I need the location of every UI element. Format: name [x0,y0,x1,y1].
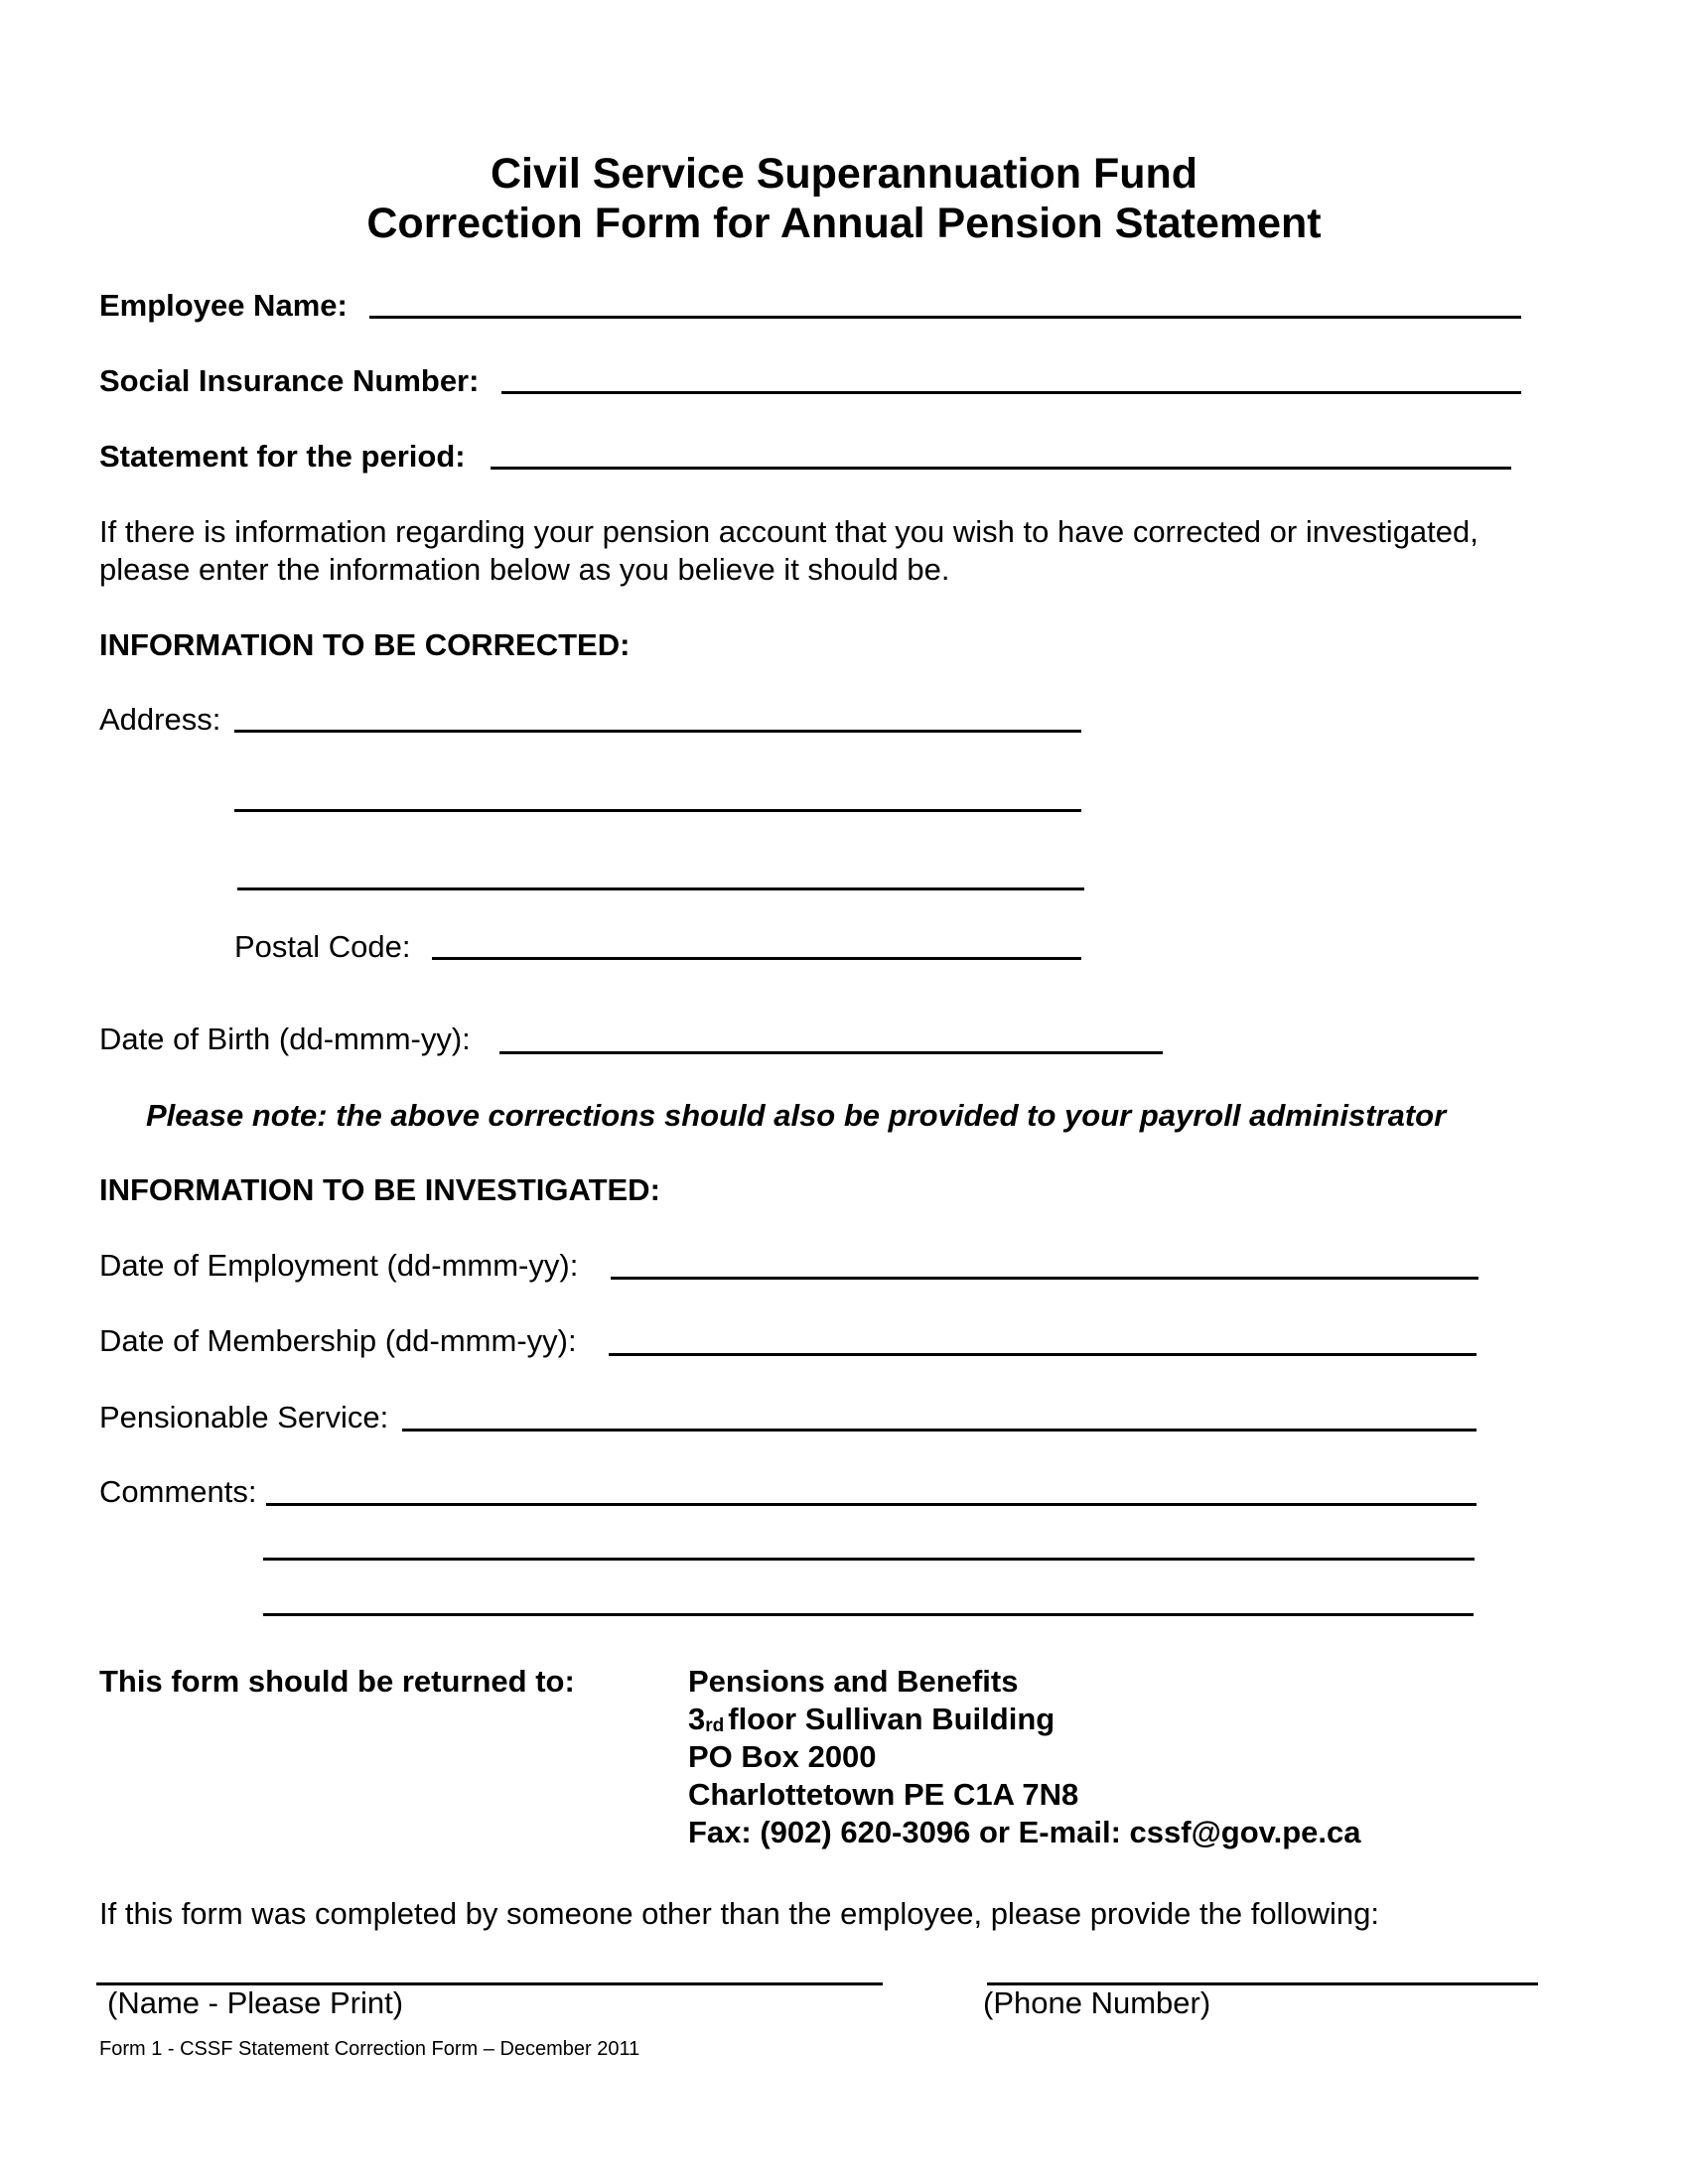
address-label: Address: [99,702,221,737]
corrected-section-heading: INFORMATION TO BE CORRECTED: [99,627,631,662]
address-line-1-field[interactable] [234,730,1081,733]
dob-field[interactable] [499,1051,1163,1054]
address-line-3-field[interactable] [237,887,1084,890]
form-title-line1: Civil Service Superannuation Fund [490,150,1198,198]
membership-date-label: Date of Membership (dd-mmm-yy): [99,1323,577,1358]
form-title-line2: Correction Form for Annual Pension Statement [366,200,1322,247]
comments-line-1-field[interactable] [266,1503,1477,1506]
dob-label: Date of Birth (dd-mmm-yy): [99,1022,471,1056]
pensionable-service-label: Pensionable Service: [99,1400,389,1434]
pensionable-service-field[interactable] [402,1429,1477,1432]
intro-line-2: please enter the information below as you believe it should be. [99,552,950,587]
employee-name-label: Employee Name: [99,288,348,323]
floor-building: floor Sullivan Building [728,1702,1055,1736]
form-footer: Form 1 - CSSF Statement Correction Form – December 2011 [99,2038,640,2060]
postal-code-label: Postal Code: [234,929,411,964]
completed-by-prompt: If this form was completed by someone other than the employee, please provide the following: [99,1896,1379,1931]
intro-line-1: If there is information regarding your pension account that you wish to have corrected or investigated, [99,514,1478,549]
return-to-label: This form should be returned to: [99,1664,575,1699]
sin-field[interactable] [501,391,1521,394]
sin-label: Social Insurance Number: [99,363,480,398]
return-contact: Fax: (902) 620-3096 or E-mail: cssf@gov.pe.ca [688,1815,1361,1849]
investigated-section-heading: INFORMATION TO BE INVESTIGATED: [99,1172,660,1207]
name-caption: (Name - Please Print) [107,1985,404,2020]
statement-period-label: Statement for the period: [99,439,466,474]
return-po-box: PO Box 2000 [688,1739,877,1774]
employment-date-field[interactable] [611,1277,1478,1280]
return-org: Pensions and Benefits [688,1664,1019,1699]
comments-label: Comments: [99,1474,257,1509]
payroll-note: Please note: the above corrections should also be provided to your payroll administrator [146,1098,1447,1133]
return-city: Charlottetown PE C1A 7N8 [688,1777,1079,1812]
statement-period-field[interactable] [491,467,1511,470]
membership-date-field[interactable] [609,1353,1477,1356]
employment-date-label: Date of Employment (dd-mmm-yy): [99,1248,579,1283]
floor-suffix: rd [705,1715,725,1736]
postal-code-field[interactable] [432,957,1081,960]
comments-line-3-field[interactable] [263,1613,1474,1616]
comments-line-2-field[interactable] [263,1558,1475,1561]
address-line-2-field[interactable] [234,809,1081,812]
phone-caption: (Phone Number) [983,1985,1211,2020]
floor-number: 3 [688,1702,706,1736]
employee-name-field[interactable] [369,316,1521,319]
